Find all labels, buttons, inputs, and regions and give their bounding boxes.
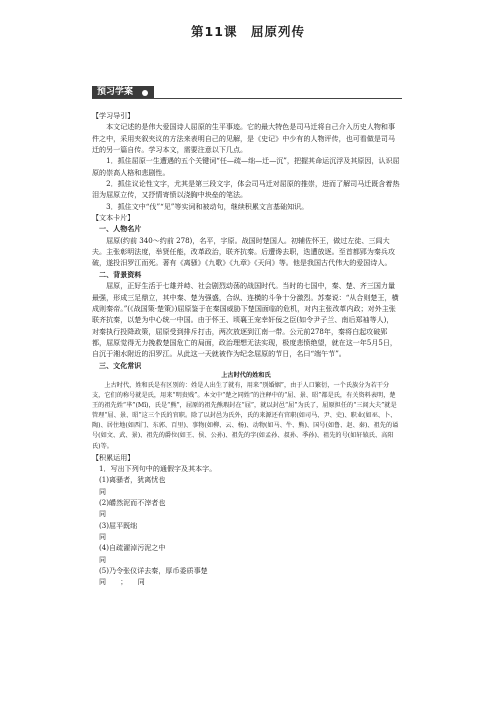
bullet-dot-icon	[142, 90, 148, 96]
answer-blank-4: 同	[99, 554, 107, 564]
answer-blank-3: 同	[99, 532, 107, 542]
answer-blank-1: 同	[99, 486, 107, 496]
answer-blank-2: 同	[99, 509, 107, 519]
guide-intro: 本文记述的是伟大爱国诗人屈原的生平事迹。它的最大特色是司马迁将自己介入历史人物和事件之中，采用夹叙夹议的方法来表明自己的见解，是《史记》中少有的人物评传，也可看做是司马迁的另一篇自传。学习本文，需要注意以下几点。	[92, 122, 396, 155]
text-card-heading: 【文本卡片】	[92, 213, 135, 223]
question-5: (5)乃令张仪详去秦，厚币委质事楚	[99, 566, 208, 576]
person-heading: 一、人物名片	[99, 224, 142, 234]
background-text: 屈原，正好生活于七雄并峙、社会剧烈动荡的战国时代。当时的七国中，秦、楚、齐三国力量最强，形成三足鼎立，其中秦、楚为强盛，合纵、连横的斗争十分激烈。苏秦说：“从合则楚王，横成则秦帝。”(《战国策·楚策》)屈原鉴于在秦国威胁下楚国面临的危机，对内主张改革内政；对外主张联齐抗秦，以楚为中心统一中国。由于怀王、顷襄王宠幸奸佞之臣(如令尹子兰、南后郑袖等人)，对秦执行投降政策，屈原受到排斥打击，两次放逐到江南一带。公元前278年，秦将白起攻破郢都，屈原觉得无力挽救楚国危亡的局面，政治理想无法实现，极度悲愤绝望，就在这一年5月5日，自沉于湘水附近的汨罗江。从此这一天就被作为纪念屈原的节日，名曰“端午节”。	[92, 281, 399, 359]
person-text: 屈原(约前 340～约前 278)，名平，字原。战国时楚国人。初辅佐怀王，做过左徒、三闾大夫。主张彰明法度，举贤任能，改革政治，联齐抗秦。后遭谗去职，迭遭放逐。至首都郢为秦兵攻破，遂投汨罗江而死。著有《离骚》《九歌》《九章》《天问》等。他是我国古代伟大的爱国诗人。	[92, 235, 396, 268]
banner-label: 预习学案	[97, 87, 134, 97]
culture-title: 上古时代的姓和氏	[221, 371, 271, 379]
question-3: (3)屈平既绌	[99, 520, 138, 530]
practice-instruction: 1．写出下列句中的通假字及其本字。	[99, 464, 217, 473]
practice-heading: 【积累运用】	[92, 452, 135, 462]
question-4: (4)自疏濯淖污泥之中	[99, 543, 166, 553]
question-2: (2)皭然泥而不滓者也	[99, 498, 166, 508]
banner-divider	[92, 98, 402, 99]
document-body	[92, 110, 400, 588]
question-1: (1)离骚者，犹离忧也	[99, 475, 166, 485]
culture-text: 上古时代，姓和氏是有区别的：姓是人出生了就有，用来“别婚姻”，由于人口繁衍，一个氏族分为若干分支，它们的称号就是氏，用来“明贵贱”。本文中“楚之同姓”的注释中的“屈、景、昭”都是氏，有关资料表明，楚王的祖先姓“芈”(Mǐ)，氏是“熊”，屈原的祖先熊瑕封在“屈”，就以封邑“屈”为氏了，屈原担任的“三闾大夫”就是管理“屈、景、昭”这三个氏的官职。除了以封邑为氏外，氏的来源还有官职(如司马、尹、史)、职业(如巫、卜、陶)、居住地(如西门、东郭、百里)、事物(如柳、云、杨)、动物(如马、牛、熊)、国号(如鲁、赵、秦)、祖先的谥号(如文、武、景)、祖先的爵位(如王、侯、公孙)、祖先的字(如孟孙、叔孙、季孙)、祖先的号(如轩辕氏、高阳氏)等。	[92, 382, 399, 450]
guide-point-3: 3．抓住文中“伐”“见”等实词和被动句，继续积累文言基础知识。	[106, 201, 309, 211]
lesson-title: 第11课 屈原列传	[191, 24, 305, 39]
background-heading: 二、背景资料	[99, 269, 142, 279]
guide-point-1: 1．抓住屈原一生遭遇的五个关键词“任—疏—绌—迁—沉”，把握其命运沉浮及其原因，认识屈原的崇高人格和悲剧性。	[92, 156, 400, 177]
answer-blank-5: 同 ； 同	[99, 577, 145, 587]
guide-point-2: 2．抓住议论性文字，尤其是第三段文字，体会司马迁对屈原的推崇，进而了解司马迁既含着热泪为屈原立传，又抒情寄愤以浇胸中块垒的笔法。	[92, 179, 400, 200]
culture-heading: 三、文化常识	[99, 360, 142, 370]
guide-heading: 【学习导引】	[92, 111, 135, 120]
